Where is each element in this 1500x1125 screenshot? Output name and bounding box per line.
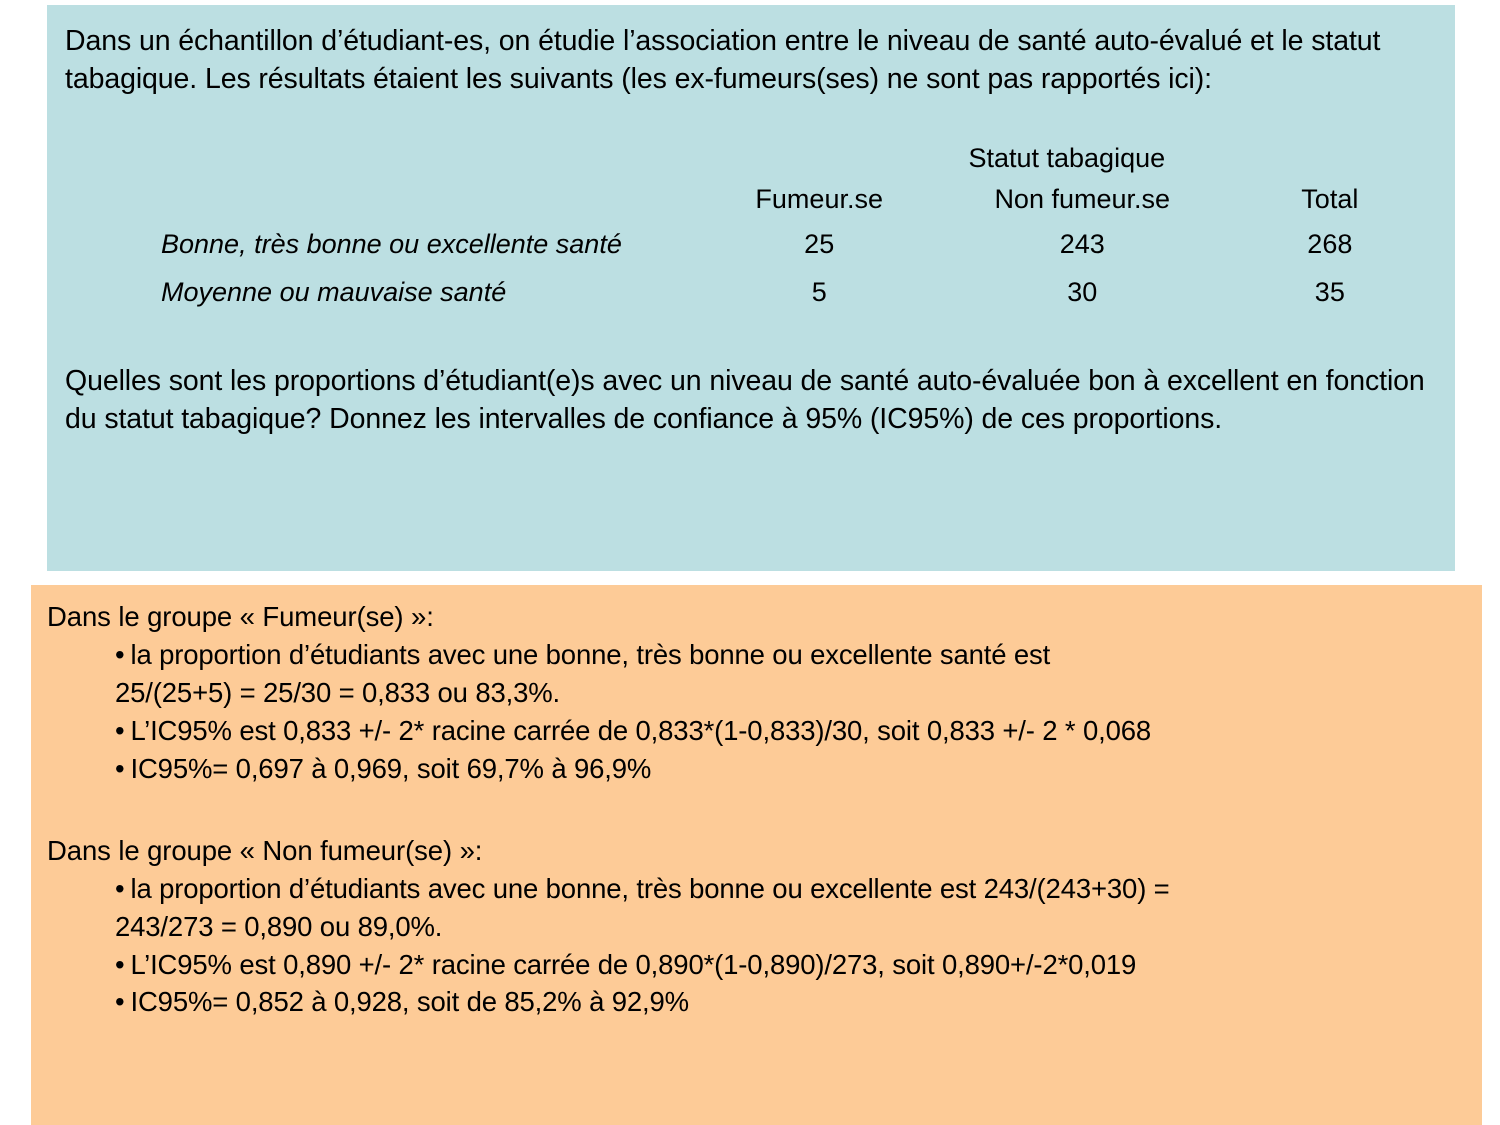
question-paragraph: Quelles sont les proportions d’étudiant(e)s avec un niveau de santé auto-évaluée bon à excellent en fonction du statut tabagique? Donnez les intervalles de confiance à 95% (IC95%) de ces proportions. — [65, 364, 1425, 435]
table-supertitle: Statut tabagique — [968, 142, 1166, 173]
cell-moyenne-total: 35 — [1314, 276, 1345, 307]
bullet-dot-icon: • — [115, 752, 125, 784]
table-header-row — [61, 184, 1433, 229]
bullet-item — [47, 870, 1466, 908]
intro-paragraph: Dans un échantillon d’étudiant-es, on étudie l’association entre le niveau de santé auto-évalué et le statut tabagique. Les résultats étaient les suivants (les ex-fumeurs(ses) ne sont pas rapportés ici): — [65, 25, 1381, 95]
answer-panel — [31, 585, 1482, 1125]
cell-moyenne-non-fumeur: 30 — [1067, 276, 1098, 307]
row-label-moyenne-sante: Moyenne ou mauvaise santé — [161, 276, 507, 307]
column-header-fumeur: Fumeur.se — [755, 183, 883, 214]
bullet-dot-icon: • — [115, 714, 125, 746]
row-label-bonne-sante: Bonne, très bonne ou excellente santé — [161, 228, 622, 259]
cell-bonne-fumeur: 25 — [804, 228, 835, 259]
bullet-continuation: 243/273 = 0,890 ou 89,0%. — [115, 910, 443, 942]
bullet-dot-icon: • — [115, 872, 125, 904]
bullet-text: la proportion d’étudiants avec une bonne, très bonne ou excellente santé est — [130, 638, 1051, 670]
table-row — [61, 229, 1433, 277]
bullet-item — [47, 946, 1466, 984]
bullet-dot-icon: • — [115, 638, 125, 670]
group-heading-non-fumeur: Dans le groupe « Non fumeur(se) »: — [47, 834, 483, 866]
question-panel — [47, 5, 1455, 571]
bullet-item — [47, 983, 1466, 1021]
answer-group-fumeur — [47, 598, 1466, 788]
cell-bonne-total: 268 — [1307, 228, 1353, 259]
bullet-item — [47, 712, 1466, 750]
table-row — [61, 277, 1433, 325]
bullet-dot-icon: • — [115, 948, 125, 980]
bullet-text: L’IC95% est 0,890 +/- 2* racine carrée de 0,890*(1-0,890)/273, soit 0,890+/-2*0,019 — [130, 948, 1137, 980]
column-header-non-fumeur: Non fumeur.se — [994, 183, 1171, 214]
table-corner-cell — [61, 143, 701, 184]
bullet-item — [47, 636, 1466, 674]
bullet-item — [47, 750, 1466, 788]
column-header-total: Total — [1301, 183, 1359, 214]
bullet-text: L’IC95% est 0,833 +/- 2* racine carrée de 0,833*(1-0,833)/30, soit 0,833 +/- 2 * 0,068 — [130, 714, 1152, 746]
group-heading-fumeur: Dans le groupe « Fumeur(se) »: — [47, 601, 434, 632]
cell-moyenne-fumeur: 5 — [811, 276, 827, 307]
bullet-text: IC95%= 0,852 à 0,928, soit de 85,2% à 92,9% — [130, 986, 689, 1018]
question-spacer — [61, 325, 1433, 363]
cell-bonne-non-fumeur: 243 — [1059, 228, 1105, 259]
bullet-text: IC95%= 0,697 à 0,969, soit 69,7% à 96,9% — [130, 752, 652, 784]
bullet-text: la proportion d’étudiants avec une bonne, très bonne ou excellente est 243/(243+30) = — [130, 872, 1170, 904]
table-header-corner-cell — [61, 184, 701, 229]
contingency-table-block — [61, 143, 1433, 325]
table-supertitle-row — [61, 143, 1433, 184]
bullet-dot-icon: • — [115, 986, 125, 1018]
bullet-continuation: 25/(25+5) = 25/30 = 0,833 ou 83,3%. — [115, 676, 561, 708]
answer-group-non-fumeur — [47, 832, 1466, 1022]
answer-group-spacer — [47, 788, 1466, 832]
contingency-table — [61, 143, 1433, 325]
